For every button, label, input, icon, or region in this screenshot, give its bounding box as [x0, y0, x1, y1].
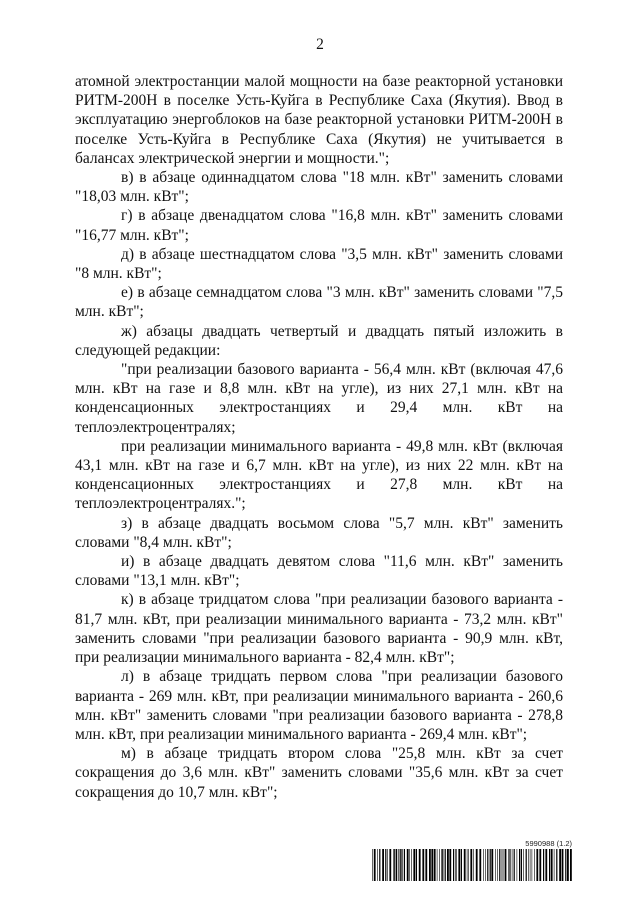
- barcode-id: 5990988 (1.2): [525, 839, 572, 848]
- paragraph-item-zh: ж) абзацы двадцать четвертый и двадцать пятый изложить в следующей редакции:: [75, 322, 563, 359]
- paragraph-item-v: в) в абзаце одиннадцатом слова "18 млн. кВт" заменить словами "18,03 млн. кВт";: [75, 169, 563, 206]
- paragraph-item-d: д) в абзаце шестнадцатом слова "3,5 млн. кВт" заменить словами "8 млн. кВт";: [75, 245, 563, 283]
- paragraph-item-i: и) в абзаце двадцать девятом слова "11,6 млн. кВт" заменить словами "13,1 млн. кВт";: [75, 553, 563, 590]
- paragraph-item-e: е) в абзаце семнадцатом слова "3 млн. кВт" заменить словами "7,5 млн. кВт";: [75, 284, 563, 321]
- paragraph-item-m: м) в абзаце тридцать втором слова "25,8 млн. кВт за счет сокращения до 3,6 млн. кВт" заменить словами "35,6 млн. кВт за счет сокращения до 10,7 млн. кВт";: [75, 745, 563, 801]
- document-body: [75, 72, 563, 802]
- paragraph-quote-base-variant: "при реализации базового варианта - 56,4 млн. кВт (включая 47,6 млн. кВт на газе и 8,8 млн. кВт на угле), из них 27,1 млн. кВт на конденсационных электростанциях и 29,4 млн. кВт на теплоэлектроцентралях;: [75, 361, 563, 436]
- page-number: 2: [316, 36, 324, 53]
- paragraph-item-l: л) в абзаце тридцать первом слова "при реализации базового варианта - 269 млн. кВт, при реализации минимального варианта - 260,6 млн. кВт" заменить словами "при реализации базового варианта - 278,8 млн. кВт, при реализации минимального варианта - 269,4 млн. кВт";: [75, 668, 563, 743]
- paragraph-item-g: г) в абзаце двенадцатом слова "16,8 млн. кВт" заменить словами "16,77 млн. кВт";: [75, 207, 563, 244]
- paragraph-continuation: атомной электростанции малой мощности на базе реакторной установки РИТМ-200Н в поселке Усть-Куйга в Республике Саха (Якутия). Ввод в эксплуатацию энергоблоков на базе реакторной установки РИТМ-200Н в поселке Усть-Куйга в Республике Саха (Якутия) не учитывается в балансах электрической энергии и мощности.";: [75, 73, 563, 167]
- barcode-block: [372, 839, 572, 883]
- paragraph-item-z: з) в абзаце двадцать восьмом слова "5,7 млн. кВт" заменить словами "8,4 млн. кВт";: [75, 514, 563, 551]
- barcode-icon: [372, 849, 572, 881]
- paragraph-quote-min-variant: при реализации минимального варианта - 49,8 млн. кВт (включая 43,1 млн. кВт на газе и 6,7 млн. кВт на угле), из них 22 млн. кВт на конденсационных электростанциях и 27,8 млн. кВт на теплоэлектроцентралях.";: [75, 437, 563, 513]
- paragraph-item-k: к) в абзаце тридцатом слова "при реализации базового варианта - 81,7 млн. кВт, при реализации минимального варианта - 73,2 млн. кВт" заменить словами "при реализации базового варианта - 90,9 млн. кВт, при реализации минимального варианта - 82,4 млн. кВт";: [75, 591, 563, 667]
